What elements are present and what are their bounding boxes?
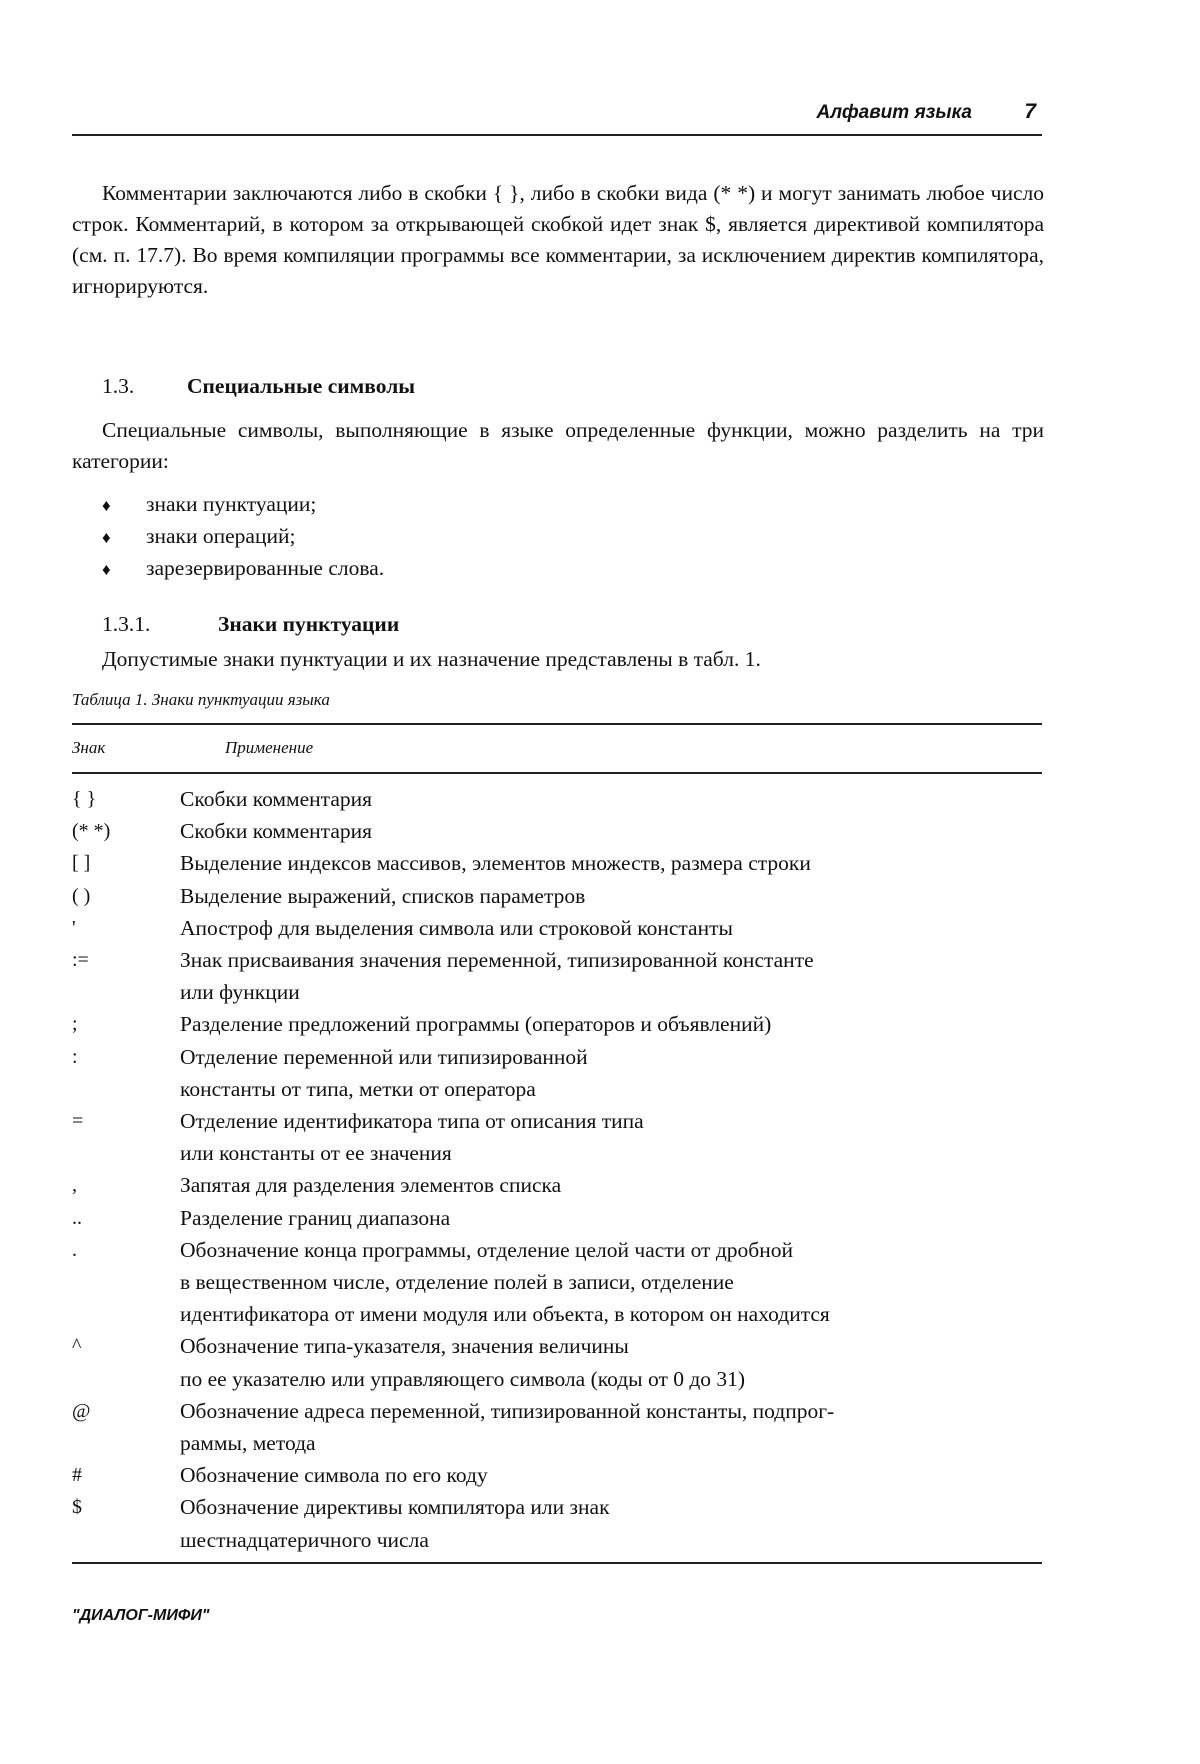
section-paragraph: Допустимые знаки пунктуации и их назначение представлены в табл. 1.: [102, 647, 761, 671]
table-cell-sign: (* *): [72, 820, 111, 843]
table-row: [72, 1041, 1042, 1105]
publisher-footer: "ДИАЛОГ-МИФИ": [72, 1607, 210, 1624]
table-cell-line: Обозначение символа по его коду: [180, 1463, 488, 1488]
table-cell-sign: .: [72, 1238, 77, 1261]
table-cell-line: Обозначение типа-указателя, значения величины: [180, 1334, 629, 1359]
table-row: [72, 847, 1042, 879]
table-cell-sign: { }: [72, 788, 97, 810]
table-cell-line: или константы от ее значения: [180, 1141, 452, 1166]
table-bottom-rule: [72, 1562, 1042, 1564]
table-cell-line: в вещественном числе, отделение полей в записи, отделение: [180, 1270, 734, 1295]
list-item: [102, 520, 384, 552]
section-number: 1.3.1.: [102, 612, 151, 636]
section-heading-1-3-1: [102, 612, 399, 637]
table-cell-sign: ;: [72, 1013, 78, 1036]
column-header-sign: Знак: [72, 738, 106, 757]
table-cell-sign: ': [72, 916, 76, 939]
table-row: [72, 880, 1042, 912]
table-row: [72, 944, 1042, 1008]
table-row: [72, 1330, 1042, 1394]
table-top-rule: [72, 723, 1042, 725]
list-item: [102, 488, 384, 520]
intro-paragraph: Комментарии заключаются либо в скобки { }, либо в скобки вида (* *) и могут занимать любое число строк. Комментарий, в котором за открывающей скобкой идет знак $, является директивой компилятора (см. п. 17.7). Во время компиляции программы все комментарии, за исключением директив компилятора, игнорируются.: [72, 181, 1044, 298]
table-cell-sign: :=: [72, 949, 89, 972]
table-cell-line: Отделение переменной или типизированной: [180, 1044, 588, 1069]
table-cell-line: Разделение границ диапазона: [180, 1205, 451, 1230]
table-cell-use: [180, 1234, 1042, 1331]
table-cell-line: Отделение идентификатора типа от описания типа: [180, 1109, 644, 1134]
table-cell-use: [180, 912, 1042, 944]
table-row: [72, 1395, 1042, 1459]
list-item: [102, 552, 384, 584]
table-cell-line: идентификатора от имени модуля или объекта, в котором он находится: [180, 1302, 830, 1327]
bullet-marker: ♦: [102, 496, 111, 515]
table-row: [72, 1459, 1042, 1491]
table-cell-line: Скобки комментария: [180, 787, 373, 811]
table-cell-sign: ^: [72, 1335, 82, 1358]
table-row: [72, 1234, 1042, 1331]
table-cell-use: [180, 815, 1042, 847]
table-cell-use: [180, 783, 1042, 815]
table-row: [72, 1105, 1042, 1169]
table-cell-sign: :: [72, 1045, 78, 1068]
list-item-text: зарезервированные слова.: [146, 556, 385, 580]
page-number: 7: [1024, 100, 1036, 123]
table-cell-line: Выделение выражений, списков параметров: [180, 883, 586, 908]
table-cell-use: [180, 847, 1042, 879]
section-title: Специальные символы: [187, 374, 416, 398]
table-cell-line: раммы, метода: [180, 1431, 316, 1456]
table-cell-sign: #: [72, 1464, 82, 1487]
table-cell-sign: ( ): [72, 884, 91, 907]
table-cell-sign: [ ]: [72, 852, 91, 875]
table-cell-use: [180, 944, 1042, 1008]
table-cell-use: [180, 1459, 1042, 1491]
table-body: [72, 783, 1042, 1556]
table-cell-use: [180, 1041, 1042, 1105]
section-heading-1-3: [102, 374, 415, 399]
table-cell-line: Обозначение директивы компилятора или знак: [180, 1495, 610, 1520]
table-row: [72, 783, 1042, 815]
section-number: 1.3.: [102, 374, 135, 398]
list-item-text: знаки операций;: [146, 524, 296, 548]
table-cell-use: [180, 1491, 1042, 1555]
table-row: [72, 912, 1042, 944]
table-cell-line: Знак присваивания значения переменной, типизированной константе: [180, 948, 814, 973]
table-cell-line: Разделение предложений программы (операторов и объявлений): [180, 1012, 772, 1037]
table-cell-line: Обозначение конца программы, отделение целой части от дробной: [180, 1237, 793, 1262]
table-cell-line: по ее указателю или управляющего символа (коды от 0 до 31): [180, 1366, 746, 1391]
table-cell-line: Выделение индексов массивов, элементов множеств, размера строки: [180, 851, 811, 876]
table-caption: Таблица 1. Знаки пунктуации языка: [72, 690, 330, 709]
table-cell-sign: =: [72, 1110, 84, 1133]
section-paragraph: Специальные символы, выполняющие в языке определенные функции, можно разделить на три категории:: [72, 418, 1044, 473]
running-header: [72, 100, 1042, 136]
table-cell-sign: ,: [72, 1174, 77, 1197]
table-cell-line: Апостроф для выделения символа или строковой константы: [180, 915, 733, 940]
table-cell-use: [180, 1395, 1042, 1459]
table-cell-line: Запятая для разделения элементов списка: [180, 1173, 562, 1198]
table-header-rule: [72, 772, 1042, 774]
table-cell-line: или функции: [180, 980, 300, 1005]
running-title: Алфавит языка: [816, 102, 972, 123]
table-row: [72, 1169, 1042, 1201]
table-cell-sign: ..: [72, 1206, 82, 1229]
table-cell-use: [180, 1105, 1042, 1169]
list-item-text: знаки пунктуации;: [146, 492, 317, 516]
table-row: [72, 1008, 1042, 1040]
table-cell-use: [180, 880, 1042, 912]
section-title: Знаки пунктуации: [218, 612, 400, 636]
bullet-marker: ♦: [102, 528, 111, 547]
table-row: [72, 1491, 1042, 1555]
category-list: [102, 488, 384, 584]
table-row: [72, 1202, 1042, 1234]
table-cell-use: [180, 1330, 1042, 1394]
table-cell-sign: $: [72, 1496, 82, 1519]
table-cell-line: Скобки комментария: [180, 819, 373, 844]
bullet-marker: ♦: [102, 560, 111, 579]
table-cell-use: [180, 1202, 1042, 1234]
table-cell-line: константы от типа, метки от оператора: [180, 1076, 536, 1101]
table-cell-sign: @: [72, 1399, 91, 1422]
table-cell-line: Обозначение адреса переменной, типизированной константы, подпрог-: [180, 1398, 835, 1423]
table-row: [72, 815, 1042, 847]
table-cell-line: шестнадцатеричного числа: [180, 1527, 429, 1552]
table-cell-use: [180, 1008, 1042, 1040]
column-header-use: Применение: [225, 738, 314, 757]
table-cell-use: [180, 1169, 1042, 1201]
